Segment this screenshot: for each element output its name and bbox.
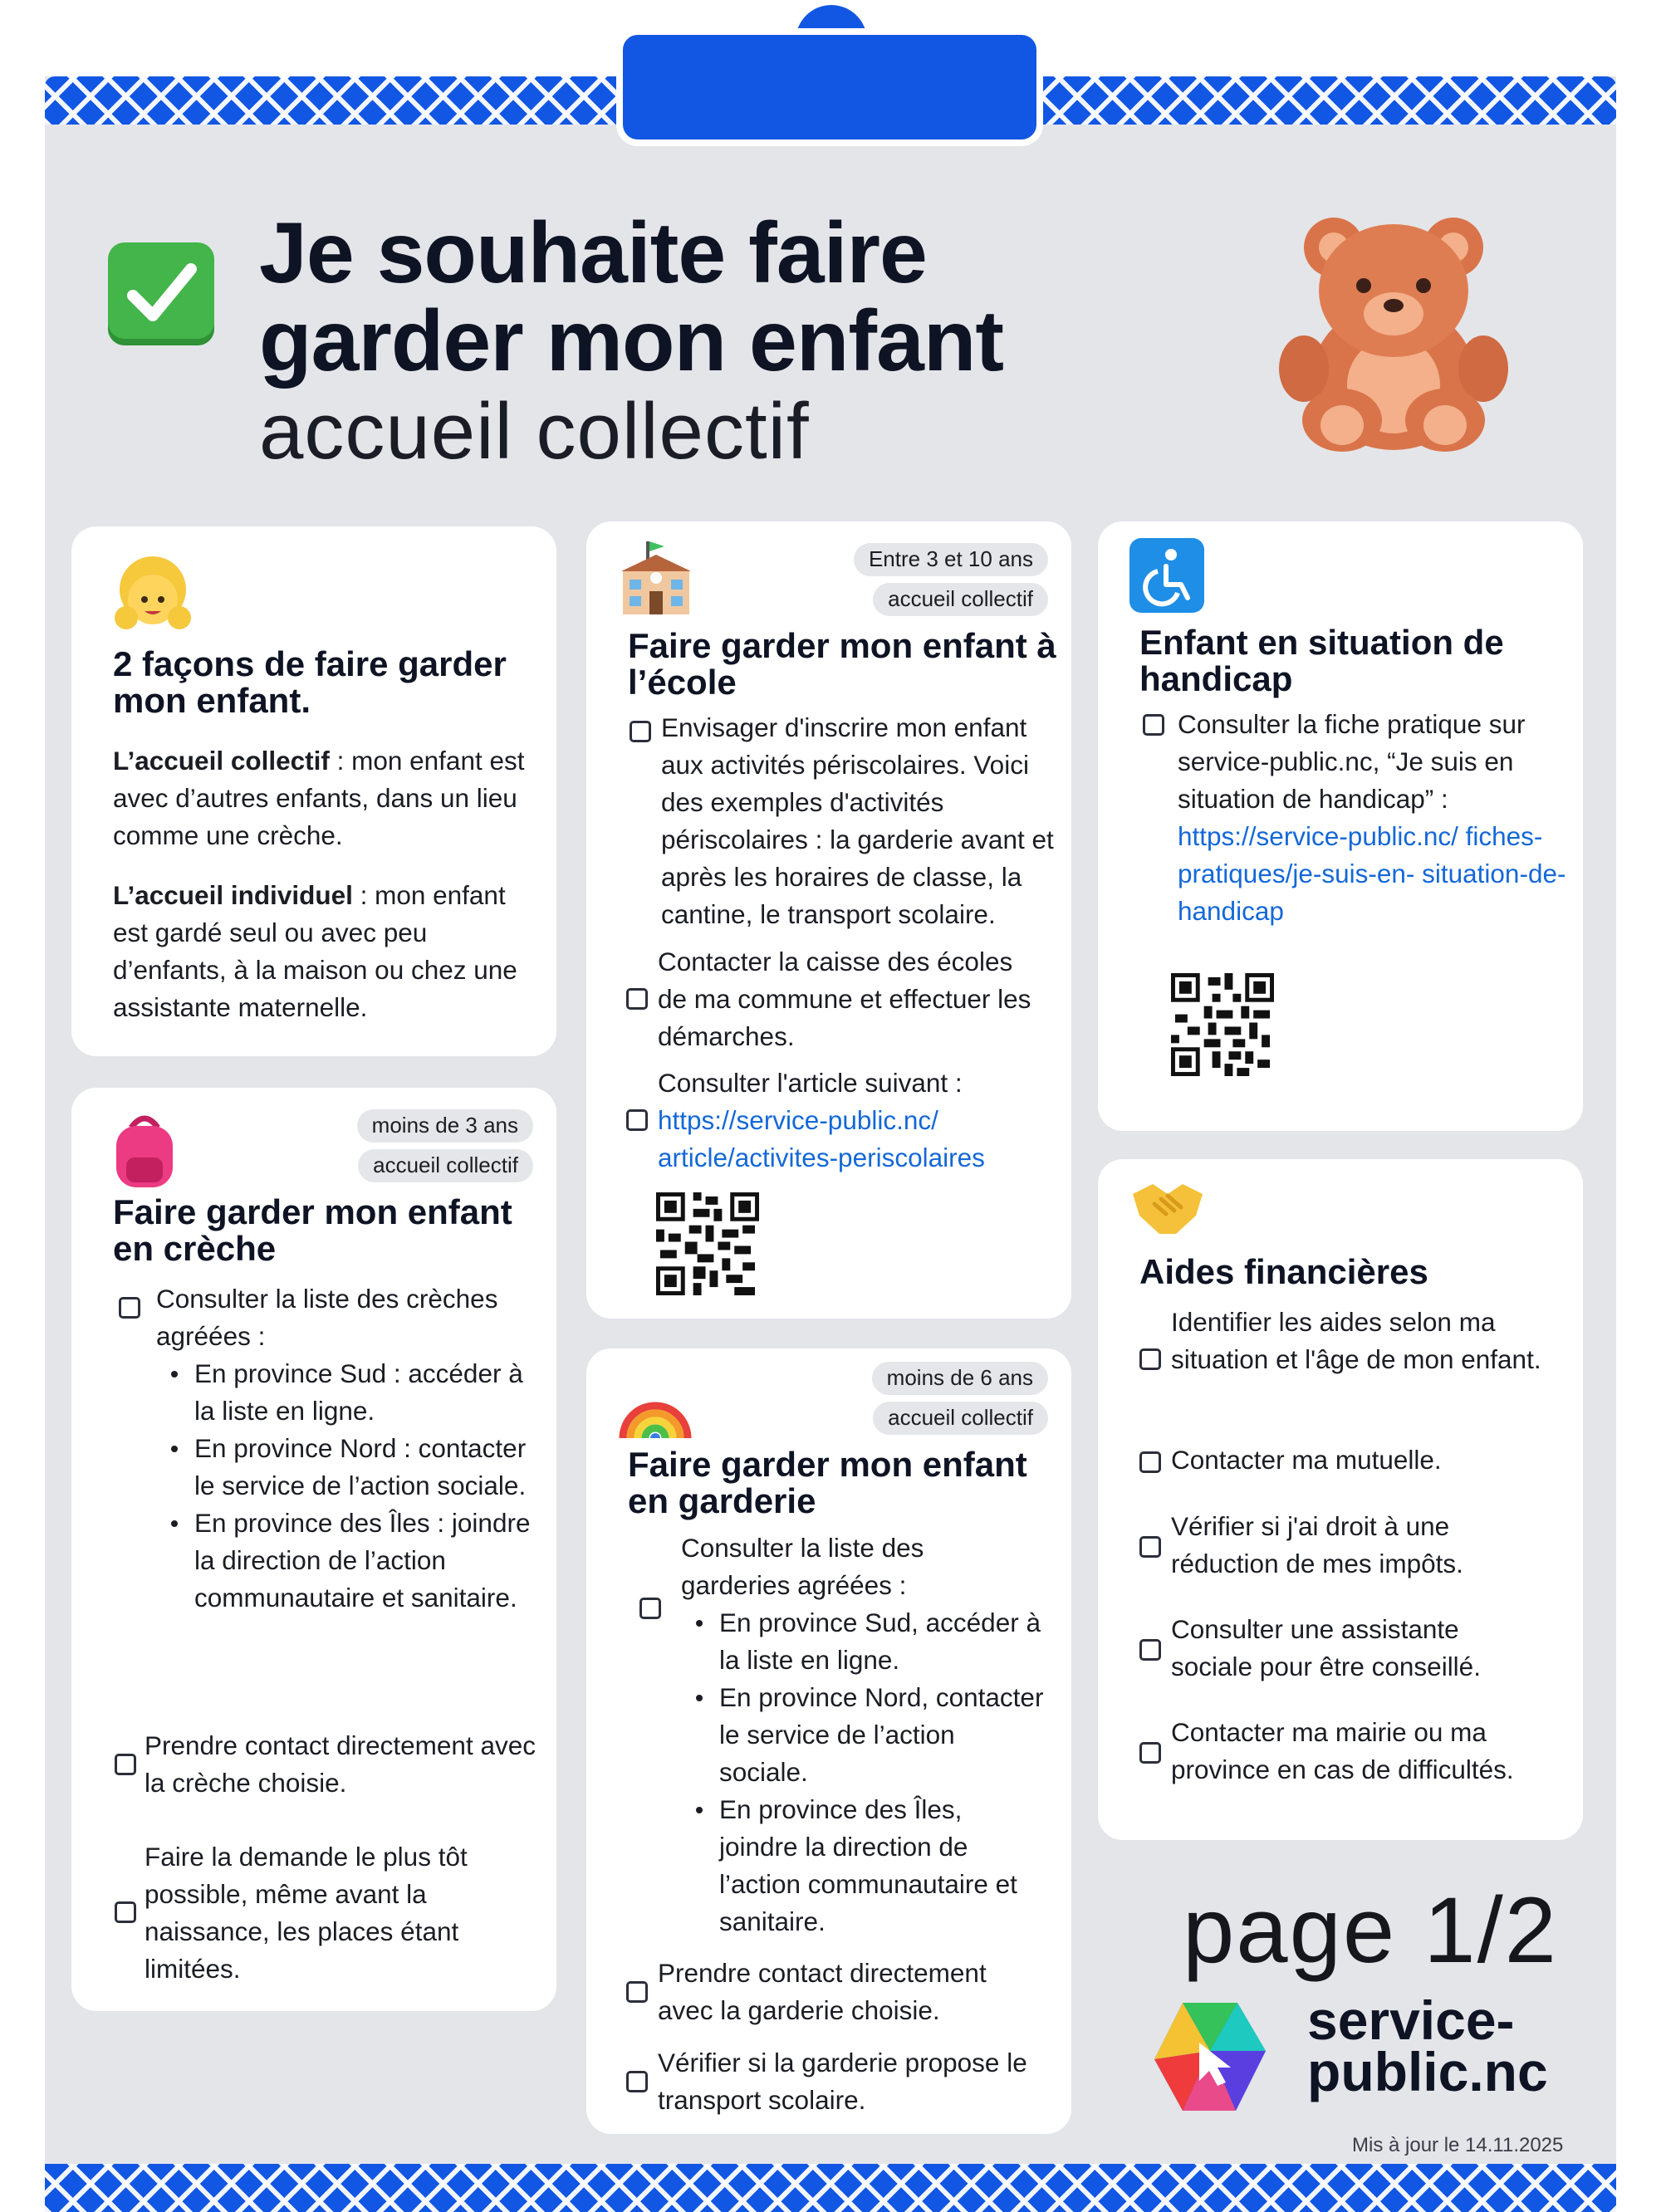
wheelchair-icon xyxy=(1129,538,1204,613)
creche-item3-checkbox[interactable] xyxy=(115,1901,136,1923)
creche-item2-checkbox[interactable] xyxy=(115,1754,136,1775)
aides-item3: Vérifier si j'ai droit à une réduction de mes impôts. xyxy=(1171,1511,1463,1578)
aides-item2-checkbox[interactable] xyxy=(1139,1451,1161,1473)
ecole-title: Faire garder mon enfant à l’école xyxy=(628,626,1056,702)
qr-code-icon xyxy=(656,1192,759,1295)
creche-item1: Consulter la liste des crèches agréées : xyxy=(156,1284,498,1351)
aides-item2: Contacter ma mutuelle. xyxy=(1171,1445,1442,1475)
child-icon xyxy=(110,551,196,638)
ecole-item3: Consulter l'article suivant : https://service-public.nc/ article/activites-periscolaires xyxy=(658,1068,985,1172)
ecole-age-badge: Entre 3 et 10 ans xyxy=(854,543,1048,576)
creche-item1-checkbox[interactable] xyxy=(119,1297,140,1319)
garderie-age-badge: moins de 6 ans xyxy=(872,1362,1048,1395)
handshake-icon xyxy=(1129,1176,1206,1239)
brand-name: service- public.nc xyxy=(1307,1989,1548,2102)
aides-item3-checkbox[interactable] xyxy=(1139,1536,1161,1558)
ecole-item2-checkbox[interactable] xyxy=(626,988,648,1010)
ecole-item3-checkbox[interactable] xyxy=(626,1109,648,1131)
aides-item1-checkbox[interactable] xyxy=(1139,1348,1161,1370)
school-icon xyxy=(616,541,696,616)
handicap-card xyxy=(1098,521,1583,1131)
ways-card xyxy=(71,526,556,1056)
ways-individuel: L’accueil individuel : mon enfant est gardé seul ou avec peu d’enfants, à la maison ou chez une assistante maternelle. xyxy=(113,880,517,1022)
garderie-item1: Consulter la liste des garderies agréées : xyxy=(681,1533,924,1600)
ecole-type-badge: accueil collectif xyxy=(873,583,1048,616)
check-mark-icon xyxy=(108,242,214,345)
aides-card xyxy=(1098,1159,1583,1840)
ecole-link[interactable]: https://service-public.nc/ article/activites-periscolaires xyxy=(658,1105,985,1172)
garderie-item2-checkbox[interactable] xyxy=(626,1981,648,2003)
rainbow-icon xyxy=(616,1365,694,1443)
aides-item5-checkbox[interactable] xyxy=(1139,1742,1161,1764)
ways-collectif: L’accueil collectif : mon enfant est avec d’autres enfants, dans un lieu comme une crèche. xyxy=(113,746,525,850)
aides-title: Aides financières xyxy=(1139,1252,1428,1291)
aides-item4: Consulter une assistante sociale pour être conseillé. xyxy=(1171,1614,1481,1681)
creche-card xyxy=(71,1088,556,2011)
garderie-sublist xyxy=(681,1604,1046,1940)
aides-item4-checkbox[interactable] xyxy=(1139,1639,1161,1661)
backpack-icon xyxy=(113,1113,176,1189)
creche-title: Faire garder mon enfant en crèche xyxy=(113,1192,512,1268)
ecole-item2: Contacter la caisse des écoles de ma commune et effectuer les démarches. xyxy=(658,947,1031,1051)
creche-sub1: En province Sud : accéder à la liste en ligne. xyxy=(156,1355,538,1430)
page-subtitle: accueil collectif xyxy=(259,387,810,476)
handicap-title: Enfant en situation de handicap xyxy=(1139,623,1504,698)
handicap-item1-checkbox[interactable] xyxy=(1143,714,1164,736)
teddy-bear-icon xyxy=(1276,211,1512,452)
creche-sub3: En province des Îles : joindre la direction de l’action communautaire et sanitaire. xyxy=(156,1505,538,1617)
ways-title: 2 façons de faire garder mon enfant. xyxy=(113,644,507,720)
creche-sub2: En province Nord : contacter le service de l’action sociale. xyxy=(156,1430,538,1505)
page-number: page 1/2 xyxy=(1183,1878,1558,1982)
ecole-item1: Envisager d'inscrire mon enfant aux activités périscolaires. Voici des exemples d'activités périscolaires : la garderie avant et après les horaires de classe, la cantine, le transport scolaire. xyxy=(661,712,1054,929)
creche-age-badge: moins de 3 ans xyxy=(357,1109,533,1143)
clipboard-clip-icon xyxy=(616,0,1043,146)
ecole-card xyxy=(586,521,1071,1319)
creche-item2: Prendre contact directement avec la crèche choisie. xyxy=(145,1730,536,1798)
creche-type-badge: accueil collectif xyxy=(358,1149,533,1182)
garderie-sub2: En province Nord, contacter le service de l’action sociale. xyxy=(681,1679,1046,1791)
garderie-item1-checkbox[interactable] xyxy=(639,1598,661,1619)
garderie-card xyxy=(586,1348,1071,2134)
bottom-pattern-band xyxy=(45,2164,1616,2212)
ecole-item1-checkbox[interactable] xyxy=(630,721,651,742)
qr-code-icon xyxy=(1171,973,1274,1076)
garderie-item2: Prendre contact directement avec la garderie choisie. xyxy=(658,1958,987,2025)
garderie-item3: Vérifier si la garderie propose le transport scolaire. xyxy=(658,2048,1027,2115)
garderie-sub1: En province Sud, accéder à la liste en ligne. xyxy=(681,1604,1046,1679)
service-public-logo-icon xyxy=(1149,2001,1271,2112)
aides-item5: Contacter ma mairie ou ma province en cas de difficultés. xyxy=(1171,1717,1514,1784)
creche-sublist xyxy=(156,1355,538,1617)
handicap-item1: Consulter la fiche pratique sur service-public.nc, “Je suis en situation de handicap” : https://service-public.nc/ fiches-pratiques/je-suis-en- situation-de-handicap xyxy=(1178,709,1566,926)
aides-item1: Identifier les aides selon ma situation et l'âge de mon enfant. xyxy=(1171,1307,1541,1374)
garderie-title: Faire garder mon enfant en garderie xyxy=(628,1445,1027,1520)
handicap-link[interactable]: https://service-public.nc/ fiches-pratiques/je-suis-en- situation-de-handicap xyxy=(1178,821,1566,926)
garderie-sub3: En province des Îles, joindre la direction de l’action communautaire et sanitaire. xyxy=(681,1791,1046,1940)
last-updated: Mis à jour le 14.11.2025 xyxy=(1352,2134,1564,2156)
garderie-type-badge: accueil collectif xyxy=(873,1402,1048,1435)
creche-item3: Faire la demande le plus tôt possible, même avant la naissance, les places étant limitées. xyxy=(145,1842,468,1984)
garderie-item3-checkbox[interactable] xyxy=(626,2071,648,2092)
page-title: Je souhaite faire garder mon enfant xyxy=(259,205,1003,389)
